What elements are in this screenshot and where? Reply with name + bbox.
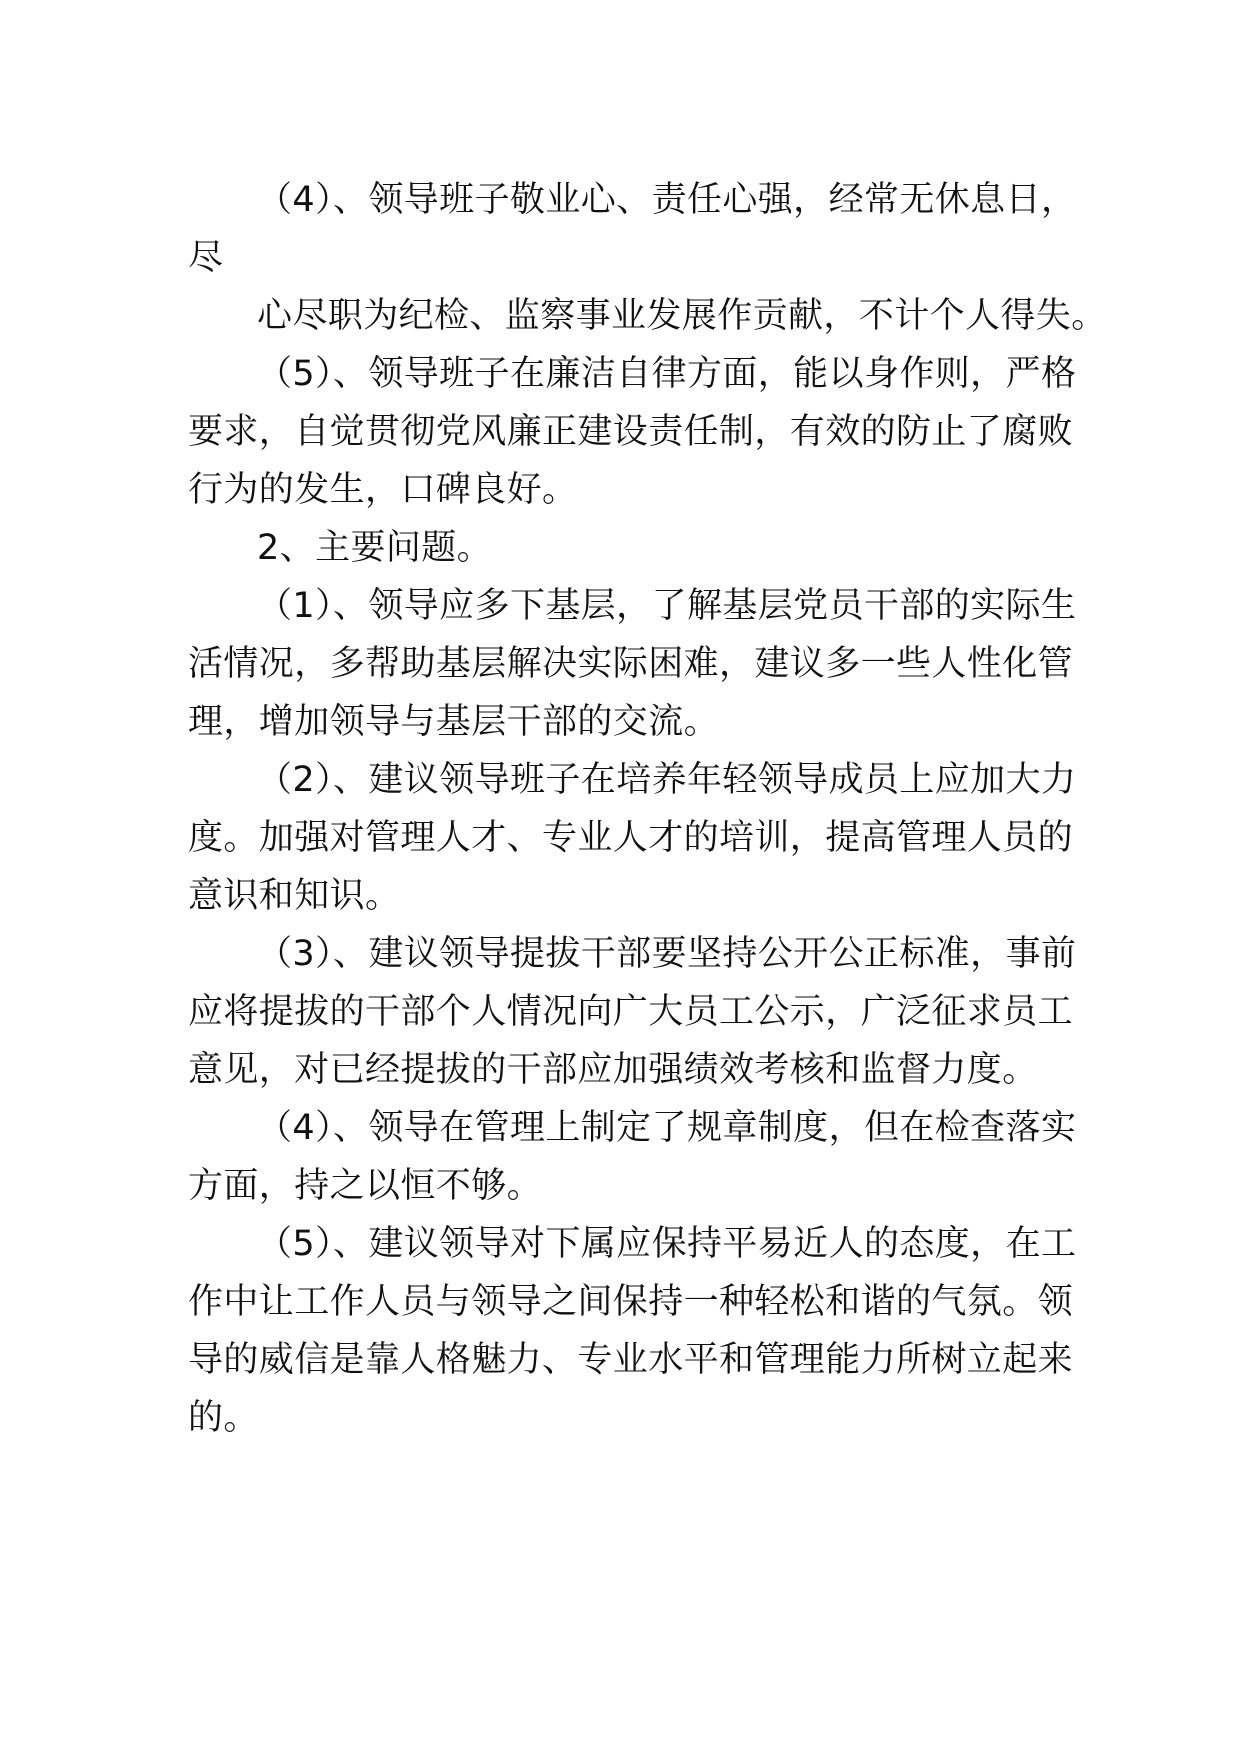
section-heading: 2、主要问题。 [257, 528, 493, 568]
text-line: 作中让工作人员与领导之间保持一种轻松和谐的气氛。领 [188, 1282, 1074, 1322]
text-line: 活情况，多帮助基层解决实际困难，建议多一些人性化管 [188, 644, 1074, 684]
text-line: （1）、领导应多下基层，了解基层党员干部的实际生 [257, 586, 1077, 626]
text-line: 行为的发生，口碑良好。 [188, 470, 578, 510]
text-line: 度。加强对管理人才、专业人才的培训，提高管理人员的 [188, 818, 1074, 858]
text-line: 理，增加领导与基层干部的交流。 [188, 702, 720, 742]
text-line: 心尽职为纪检、监察事业发展作贡献，不计个人得失。 [257, 296, 1107, 336]
text-line: 应将提拔的干部个人情况向广大员工公示，广泛征求员工 [188, 992, 1074, 1032]
text-line: 意识和知识。 [188, 876, 401, 916]
text-line: 要求，自觉贯彻党风廉正建设责任制，有效的防止了腐败 [188, 412, 1074, 452]
text-line: 导的威信是靠人格魅力、专业水平和管理能力所树立起来 [188, 1340, 1074, 1380]
text-line: （5）、建议领导对下属应保持平易近人的态度，在工 [257, 1224, 1077, 1264]
text-line: （4）、领导在管理上制定了规章制度，但在检查落实 [257, 1108, 1077, 1148]
text-line: （2）、建议领导班子在培养年轻领导成员上应加大力 [257, 760, 1077, 800]
text-line: 方面，持之以恒不够。 [188, 1166, 543, 1206]
text-line: 尽 [188, 238, 224, 278]
text-line: （3）、建议领导提拔干部要坚持公开公正标准，事前 [257, 934, 1077, 974]
text-line: 意见，对已经提拔的干部应加强绩效考核和监督力度。 [188, 1050, 1038, 1090]
text-line: （4）、领导班子敬业心、责任心强，经常无休息日， [257, 180, 1077, 220]
text-line: （5）、领导班子在廉洁自律方面，能以身作则，严格 [257, 354, 1077, 394]
text-line: 的。 [188, 1398, 259, 1438]
